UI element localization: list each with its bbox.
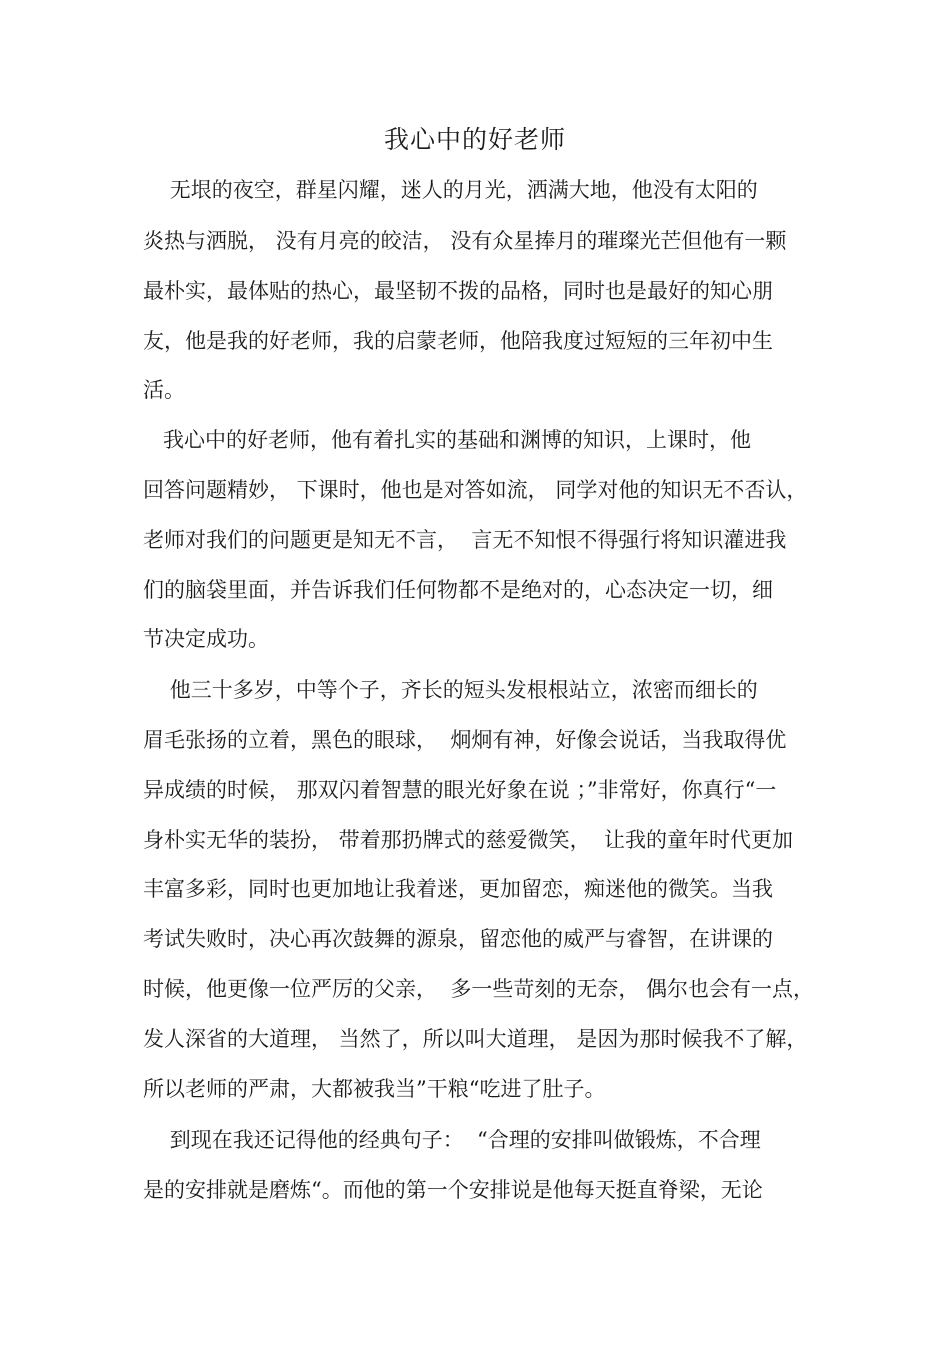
- paragraph-line: 异成绩的时候， 那双闪着智慧的眼光好象在说 ；”非常好，你真行“一: [143, 778, 777, 802]
- paragraph-line: 活。: [143, 378, 185, 402]
- paragraph-line: 到现在我还记得他的经典句子： “合理的安排叫做锻炼，不合理: [143, 1128, 761, 1152]
- paragraph-line: 发人深省的大道理， 当然了，所以叫大道理， 是因为那时候我不了解，: [143, 1027, 808, 1051]
- paragraph-line: 我心中的好老师，他有着扎实的基础和渊博的知识，上课时，他: [143, 428, 752, 452]
- paragraph-line: 老师对我们的问题更是知无不言， 言无不知恨不得强行将知识灌进我: [143, 528, 787, 552]
- paragraph-line: 考试失败时，决心再次鼓舞的源泉，留恋他的威严与睿智，在讲课的: [143, 927, 773, 951]
- paragraph-line: 回答问题精妙， 下课时，他也是对答如流， 同学对他的知识无不否认，: [143, 478, 808, 502]
- document-title: 我心中的好老师: [383, 125, 566, 154]
- paragraph-line: 节决定成功。: [143, 627, 269, 651]
- paragraph-line: 们的脑袋里面，并告诉我们任何物都不是绝对的，心态决定一切，细: [143, 578, 773, 602]
- paragraph-line: 炎热与洒脱， 没有月亮的皎洁， 没有众星捧月的璀璨光芒但他有一颗: [143, 229, 787, 253]
- paragraph-line: 无垠的夜空，群星闪耀，迷人的月光，洒满大地，他没有太阳的: [143, 178, 758, 202]
- paragraph-line: 友，他是我的好老师，我的启蒙老师，他陪我度过短短的三年初中生: [143, 329, 773, 353]
- paragraph-line: 所以老师的严肃，大都被我当”干粮“吃进了肚子。: [143, 1077, 606, 1101]
- paragraph-line: 是的安排就是磨炼“。而他的第一个安排说是他每天挺直脊梁，无论: [143, 1178, 763, 1202]
- paragraph-line: 眉毛张扬的立着，黑色的眼球， 炯炯有神，好像会说话，当我取得优: [143, 728, 787, 752]
- paragraph-line: 身朴实无华的装扮， 带着那扔牌式的慈爱微笑， 让我的童年时代更加: [143, 828, 794, 852]
- paragraph-line: 丰富多彩，同时也更加地让我着迷，更加留恋，痴迷他的微笑。当我: [143, 877, 773, 901]
- paragraph-line: 时候，他更像一位严厉的父亲， 多一些苛刻的无奈， 偶尔也会有一点，: [143, 977, 815, 1001]
- paragraph-line: 他三十多岁，中等个子，齐长的短头发根根站立，浓密而细长的: [143, 678, 758, 702]
- paragraph-line: 最朴实，最体贴的热心，最坚韧不拨的品格，同时也是最好的知心朋: [143, 279, 773, 303]
